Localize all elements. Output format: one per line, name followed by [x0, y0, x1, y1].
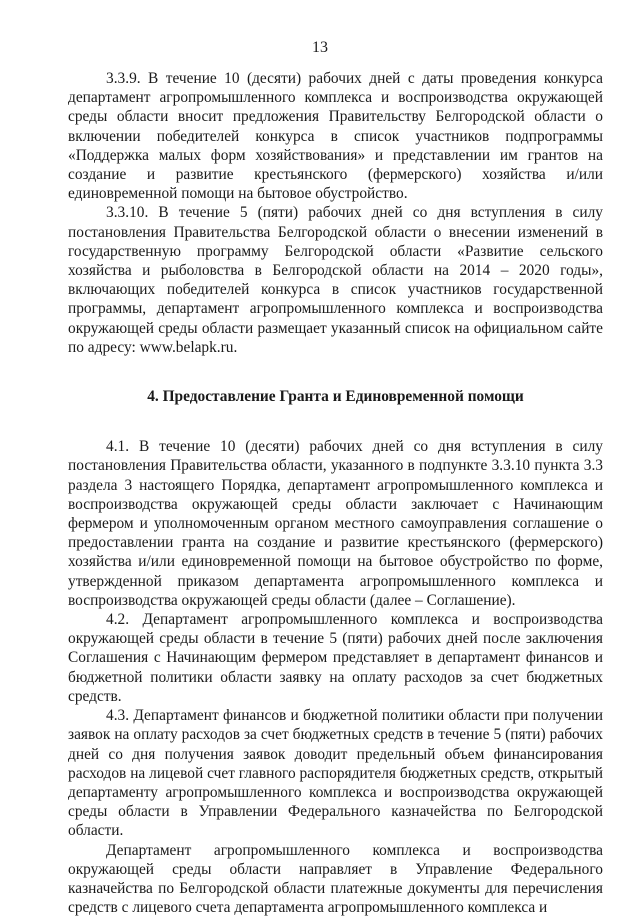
page-number: 13: [312, 39, 328, 56]
paragraph-3-3-9: 3.3.9. В течение 10 (десяти) рабочих дней с даты проведения конкурса департамент агропромышленного комплекса и воспроизводства окружающей среды области вносит предложения Правительству Белгородской области о включении победителей конкурса в список участников подпрограммы «Поддержка малых форм хозяйствования» и представлении им грантов на создание и развитие крестьянского (фермерского) хозяйства и/или единовременной помощи на бытовое обустройство.: [68, 70, 603, 203]
paragraph-4-3: 4.3. Департамент финансов и бюджетной политики области при получении заявок на оплату расходов за счет бюджетных средств в течение 5 (пяти) рабочих дней со дня получения заявок доводит предельный объем финансирования расходов на лицевой счет главного распорядителя бюджетных средств, открытый департаменту агропромышленного комплекса и воспроизводства окружающей среды области в Управлении Федерального казначейства по Белгородской области.: [68, 707, 603, 840]
section-heading: 4. Предоставление Гранта и Единовременной помощи: [147, 388, 524, 406]
document-body: [68, 69, 603, 917]
paragraph-3-3-10: 3.3.10. В течение 5 (пяти) рабочих дней со дня вступления в силу постановления Правительства Белгородской области о внесении изменений в государственную программу Белгородской области «Развитие сельского хозяйства и рыболовства в Белгородской области на 2014 – 2020 годы», включающих победителей конкурса в список участников государственной программы, департамент агропромышленного комплекса и воспроизводства окружающей среды области размещает указанный список на официальном сайте по адресу: www.belapk.ru.: [68, 204, 603, 356]
paragraph-continued: Департамент агропромышленного комплекса и воспроизводства окружающей среды области направляет в Управление Федерального казначейства по Белгородской области платежные документы для перечисления средств с лицевого счета департамента агропромышленного комплекса и: [68, 841, 603, 917]
paragraph-4-1: 4.1. В течение 10 (десяти) рабочих дней со дня вступления в силу постановления Правительства области, указанного в подпункте 3.3.10 пункта 3.3 раздела 3 настоящего Порядка, департамент агропромышленного комплекса и воспроизводства окружающей среды области заключает с Начинающим фермером и уполномоченным органом местного самоуправления соглашение о предоставлении гранта на создание и развитие крестьянского (фермерского) хозяйства и/или единовременной помощи на бытовое обустройство по форме, утвержденной приказом департамента агропромышленного комплекса и воспроизводства окружающей среды области (далее – Соглашение).: [68, 438, 603, 609]
paragraph-4-2: 4.2. Департамент агропромышленного комплекса и воспроизводства окружающей среды области в течение 5 (пяти) рабочих дней после заключения Соглашения с Начинающим фермером представляет в департамент финансов и бюджетной политики области заявку на оплату расходов за счет бюджетных средств.: [68, 611, 603, 705]
